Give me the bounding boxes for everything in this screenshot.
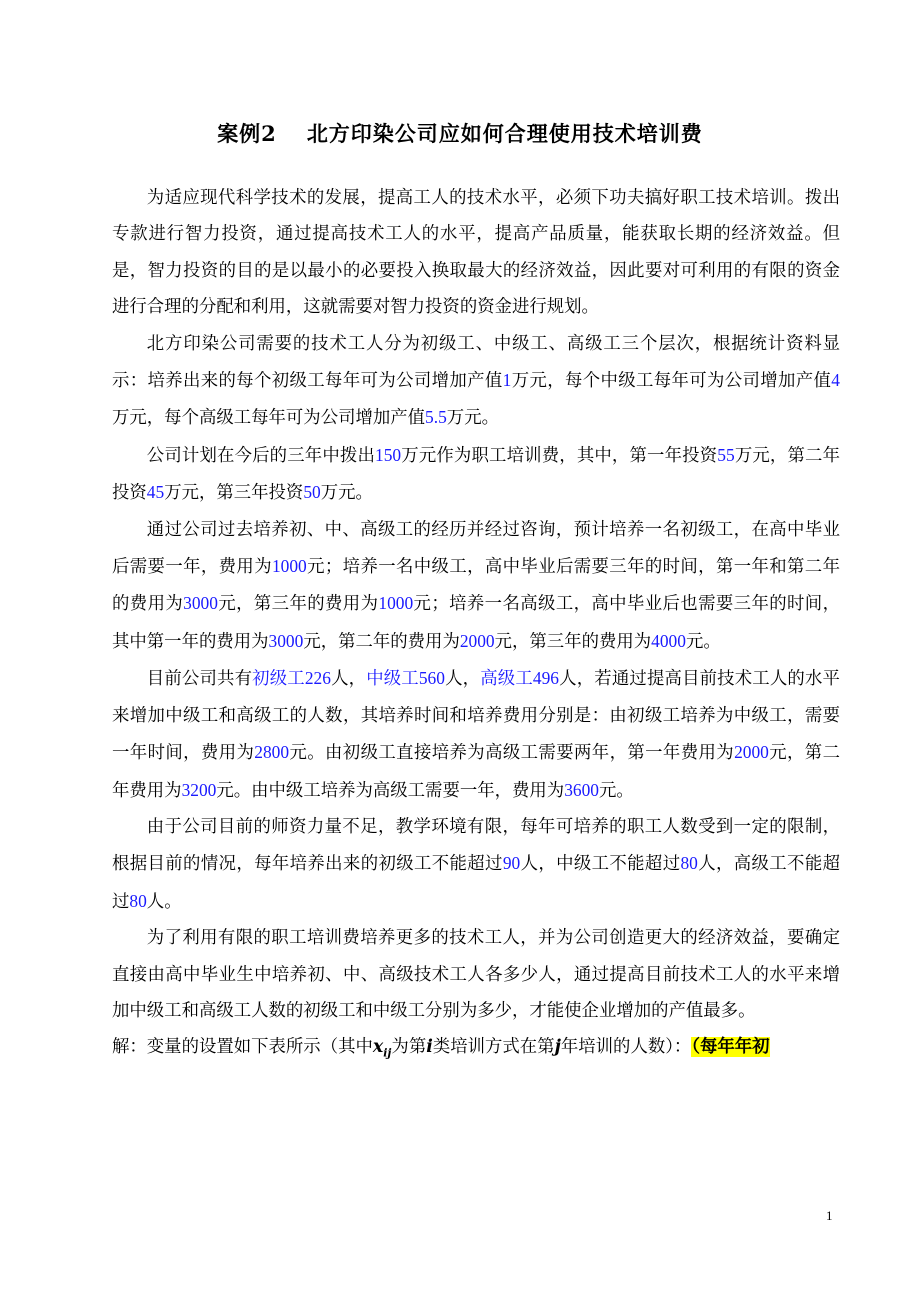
value-junior-output: 1	[502, 370, 512, 391]
page-number: 1	[826, 1208, 833, 1223]
value-cost: 3200	[181, 779, 217, 800]
value-senior-output: 5.5	[425, 407, 447, 428]
value-year1-budget: 55	[717, 444, 735, 465]
label-junior-worker: 初级工	[252, 669, 305, 690]
variable-i: i	[426, 1037, 433, 1058]
value-junior-count: 226	[304, 668, 331, 689]
value-cost: 2000	[459, 630, 495, 651]
paragraph-training-cost: 通过公司过去培养初、中、高级工的经历并经过咨询，预计培养一名初级工，在高中毕业后需要一年，费用为1000元；培养一名中级工，高中毕业后需要三年的时间，第一年和第二年的费用为3000元，第三年的费用为1000元；培养一名高级工，高中毕业后也需要三年的时间，其中第一年的费用为3000元，第二年的费用为2000元，第三年的费用为4000元。	[112, 519, 840, 652]
value-cost: 3000	[183, 593, 218, 614]
variable-j: j	[554, 1037, 561, 1058]
paragraph-capacity-limits: 由于公司目前的师资力量不足，教学环境有限，每年可培养的职工人数受到一定的限制，根据目前的情况，每年培养出来的初级工不能超过90人，中级工不能超过80人，高级工不能超过80人。	[112, 816, 840, 912]
value-cost: 1000	[378, 593, 414, 614]
value-middle-count: 560	[418, 668, 445, 689]
value-total-budget: 150	[375, 444, 402, 465]
case-number: 案例2	[217, 121, 277, 146]
paragraph-output-value: 北方印染公司需要的技术工人分为初级工、中级工、高级工三个层次，根据统计资料显示：培养出来的每个初级工每年可为公司增加产值1万元，每个中级工每年可为公司增加产值4万元，每个高级工每年可为公司增加产值5.5万元。	[112, 333, 840, 429]
paragraph-solution: 解：变量的设置如下表所示（其中$x_{ij}$为第i类培训方式在第j年培训的人数）：（每年年初	[112, 1037, 770, 1060]
value-cost: 3600	[564, 779, 599, 800]
document-body	[112, 180, 840, 1066]
value-senior-limit: 80	[129, 890, 147, 911]
paragraph-budget: 公司计划在今后的三年中拨出150万元作为职工培训费，其中，第一年投资55万元，第二年投资45万元，第三年投资50万元。	[112, 444, 840, 504]
value-cost: 3000	[268, 630, 304, 651]
paragraph-objective: 为了利用有限的职工培训费培养更多的技术工人，并为公司创造更大的经济效益，要确定直接由高中毕业生中培养初、中、高级技术工人各多少人，通过提高目前技术工人的水平来增加中级工和高级工人数的初级工和中级工分别为多少，才能使企业增加的产值最多。	[112, 928, 840, 1021]
value-junior-limit: 90	[502, 853, 521, 874]
value-cost: 2800	[254, 742, 290, 763]
case-title: 北方印染公司应如何合理使用技术培训费	[306, 121, 703, 146]
value-year2-budget: 45	[146, 482, 165, 503]
paragraph-intro: 为适应现代科学技术的发展，提高工人的技术水平，必须下功夫搞好职工技术培训。拨出专款进行智力投资，通过提高技术工人的水平，提高产品质量，能获取长期的经济效益。但是，智力投资的目的是以最小的必要投入换取最大的经济效益，因此要对可利用的有限的资金进行合理的分配和利用，这就需要对智力投资的资金进行规划。	[112, 188, 840, 318]
value-cost: 4000	[651, 630, 686, 651]
value-middle-output: 4	[831, 370, 840, 391]
value-cost: 2000	[734, 742, 769, 763]
variable-x: $x_{ij}$	[372, 1037, 392, 1060]
highlighted-note: （每年年初	[691, 1037, 770, 1058]
label-middle-worker: 中级工	[366, 669, 419, 690]
value-senior-count: 496	[532, 668, 559, 689]
value-year3-budget: 50	[303, 482, 321, 503]
page-title	[0, 118, 920, 148]
value-middle-limit: 80	[680, 853, 698, 874]
value-cost: 1000	[271, 556, 307, 577]
label-senior-worker: 高级工	[480, 669, 533, 690]
paragraph-current-staff: 目前公司共有初级工226人，中级工560人，高级工496人，若通过提高目前技术工人的水平来增加中级工和高级工的人数，其培养时间和培养费用分别是：由初级工培养为中级工，需要一年时间，费用为2800元。由初级工直接培养为高级工需要两年，第一年费用为2000元，第二年费用为3200元。由中级工培养为高级工需要一年，费用为3600元。	[112, 668, 840, 801]
